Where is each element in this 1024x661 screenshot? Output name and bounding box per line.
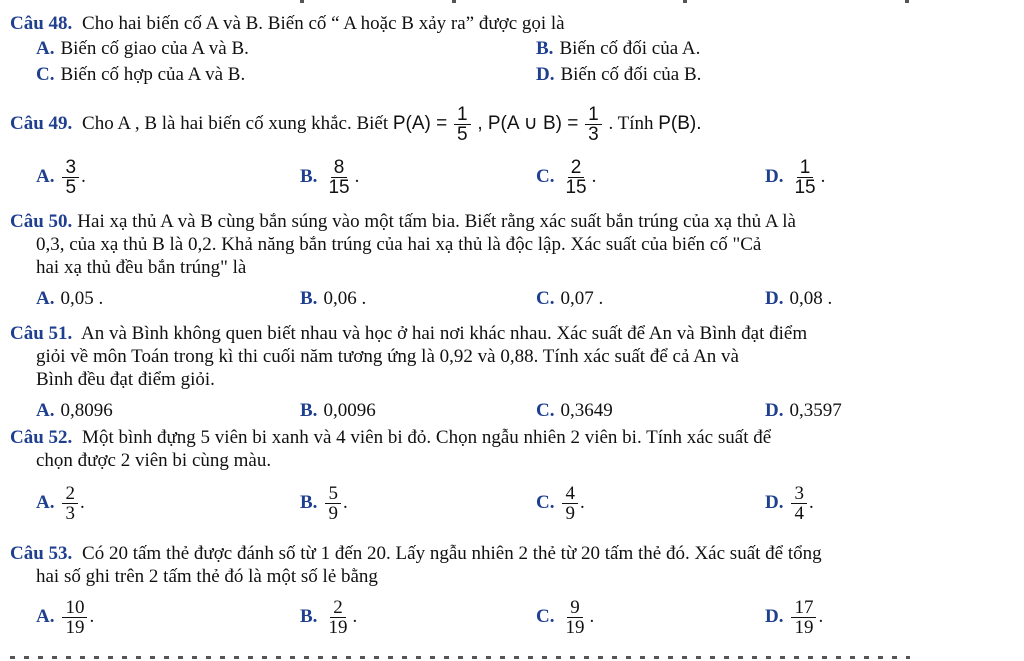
question-50 — [10, 210, 1016, 279]
option-d[interactable]: D. $\frac{17}{19}$ . — [765, 597, 824, 638]
question-text: Cho hai biến cố A và B. Biến cố “ A hoặc B xảy ra” được gọi là — [82, 13, 565, 34]
fraction: $\frac{1}{3}$ — [585, 105, 602, 144]
question-text-line: Có 20 tấm thẻ được đánh số từ 1 đến 20. Lấy ngẫu nhiên 2 thẻ từ 20 tấm thẻ đó. Xác suất để tổng — [82, 543, 822, 564]
cutoff-top-fragment — [300, 0, 304, 3]
option-c[interactable]: C. $\frac{4}{9}$ . — [536, 483, 585, 524]
question-number: Câu 49. — [10, 113, 73, 134]
option-b[interactable]: B. $\frac{2}{19}$ . — [300, 597, 358, 638]
option-d[interactable]: D. 0,3597 — [765, 400, 842, 421]
cutoff-top-fragment — [683, 0, 687, 3]
option-a[interactable]: A. 0,8096 — [36, 400, 113, 421]
cutoff-top-fragment — [905, 0, 909, 3]
option-c[interactable]: C. Biến cố hợp của A và B. — [36, 64, 246, 85]
question-number: Câu 50. — [10, 211, 73, 232]
prob-a-label: P(A) = — [392, 113, 448, 134]
options-row — [0, 484, 1024, 530]
fraction: $\frac{1}{5}$ — [454, 105, 471, 144]
question-text-line: chọn được 2 viên bi cùng màu. — [36, 450, 272, 471]
option-d[interactable]: D. $\frac{3}{4}$ . — [765, 483, 814, 524]
prob-b-label: P(B). — [658, 113, 702, 134]
question-number: Câu 53. — [10, 543, 73, 564]
question-text-line: hai số ghi trên 2 tấm thẻ đó là một số lẻ bằng — [36, 566, 378, 587]
option-c[interactable]: C. $\frac{9}{19}$ . — [536, 597, 595, 638]
option-b[interactable]: B. 0,0096 — [300, 400, 376, 421]
question-text: Cho A , B là hai biến cố xung khắc. Biết — [82, 113, 389, 134]
question-text-line: Hai xạ thủ A và B cùng bắn súng vào một tấm bia. Biết rằng xác suất bắn trúng của xạ thủ A là — [77, 211, 796, 232]
question-53 — [10, 542, 1016, 588]
option-c[interactable]: C. $\frac{2}{15}$ . — [536, 157, 597, 198]
options-row — [0, 64, 1024, 104]
question-number: Câu 48. — [10, 13, 73, 34]
prob-union-label: , P(A ∪ B) = — [477, 113, 579, 134]
option-d[interactable]: D. $\frac{1}{15}$ . — [765, 157, 826, 198]
question-number: Câu 52. — [10, 427, 73, 448]
question-51 — [10, 322, 1016, 391]
option-b[interactable]: B. $\frac{8}{15}$ . — [300, 157, 360, 198]
option-d[interactable]: D. Biến cố đối của B. — [536, 64, 702, 85]
question-52 — [10, 426, 1016, 472]
option-b[interactable]: B. 0,06 . — [300, 288, 367, 309]
question-text-line: 0,3, của xạ thủ B là 0,2. Khả năng bắn trúng của hai xạ thủ là độc lập. Xác suất của biến cố "Cả — [36, 234, 762, 255]
question-number: Câu 51. — [10, 323, 73, 344]
question-text-line: giỏi về môn Toán trong kì thi cuối năm tương ứng là 0,92 và 0,88. Tính xác suất để cả An và — [36, 346, 739, 367]
option-b[interactable]: B. Biến cố đối của A. — [536, 38, 701, 59]
cutoff-bottom-fragment — [10, 656, 910, 659]
option-d[interactable]: D. 0,08 . — [765, 288, 833, 309]
cutoff-top-fragment — [452, 0, 456, 3]
option-b[interactable]: B. $\frac{5}{9}$ . — [300, 483, 348, 524]
option-a[interactable]: A. $\frac{3}{5}$ . — [36, 157, 86, 198]
option-a[interactable]: A. Biến cố giao của A và B. — [36, 38, 249, 59]
question-48 — [10, 12, 1016, 35]
options-row — [0, 598, 1024, 644]
option-c[interactable]: C. 0,3649 — [536, 400, 613, 421]
question-49 — [10, 102, 1016, 146]
question-tail: . Tính — [608, 113, 654, 134]
options-row — [0, 158, 1024, 204]
question-text-line: An và Bình không quen biết nhau và học ở hai nơi khác nhau. Xác suất để An và Bình đạt điểm — [81, 323, 808, 344]
option-a[interactable]: A. $\frac{2}{3}$ . — [36, 483, 85, 524]
option-c[interactable]: C. 0,07 . — [536, 288, 604, 309]
question-text-line: Một bình đựng 5 viên bi xanh và 4 viên bi đỏ. Chọn ngẫu nhiên 2 viên bi. Tính xác suất để — [82, 427, 772, 448]
option-a[interactable]: A. $\frac{10}{19}$ . — [36, 597, 95, 638]
question-text-line: Bình đều đạt điểm giỏi. — [36, 369, 215, 390]
question-text-line: hai xạ thủ đều bắn trúng" là — [36, 257, 247, 278]
option-a[interactable]: A. 0,05 . — [36, 288, 104, 309]
